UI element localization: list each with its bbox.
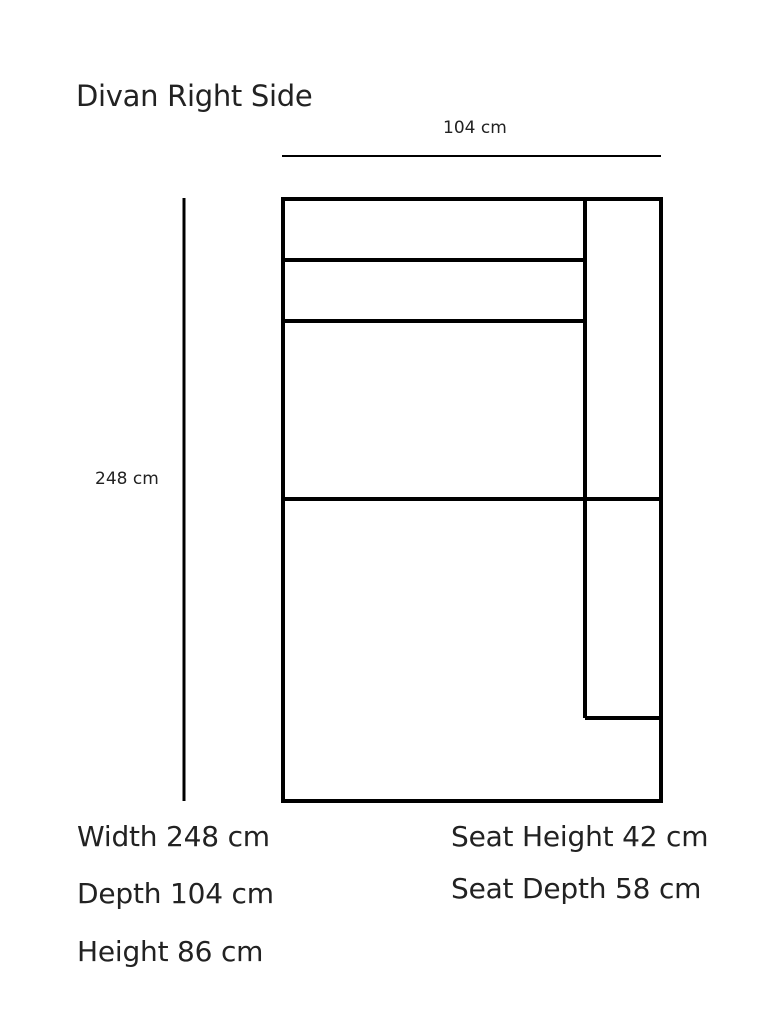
width-dimension-label: 104 cm	[443, 118, 507, 138]
spec-seat-depth: Seat Depth 58 cm	[451, 872, 702, 905]
page-title: Divan Right Side	[76, 79, 313, 113]
spec-seat-height: Seat Height 42 cm	[451, 820, 709, 853]
length-dimension-label: 248 cm	[95, 469, 159, 489]
spec-height: Height 86 cm	[77, 935, 264, 968]
spec-depth: Depth 104 cm	[77, 877, 274, 910]
spec-width: Width 248 cm	[77, 820, 270, 853]
